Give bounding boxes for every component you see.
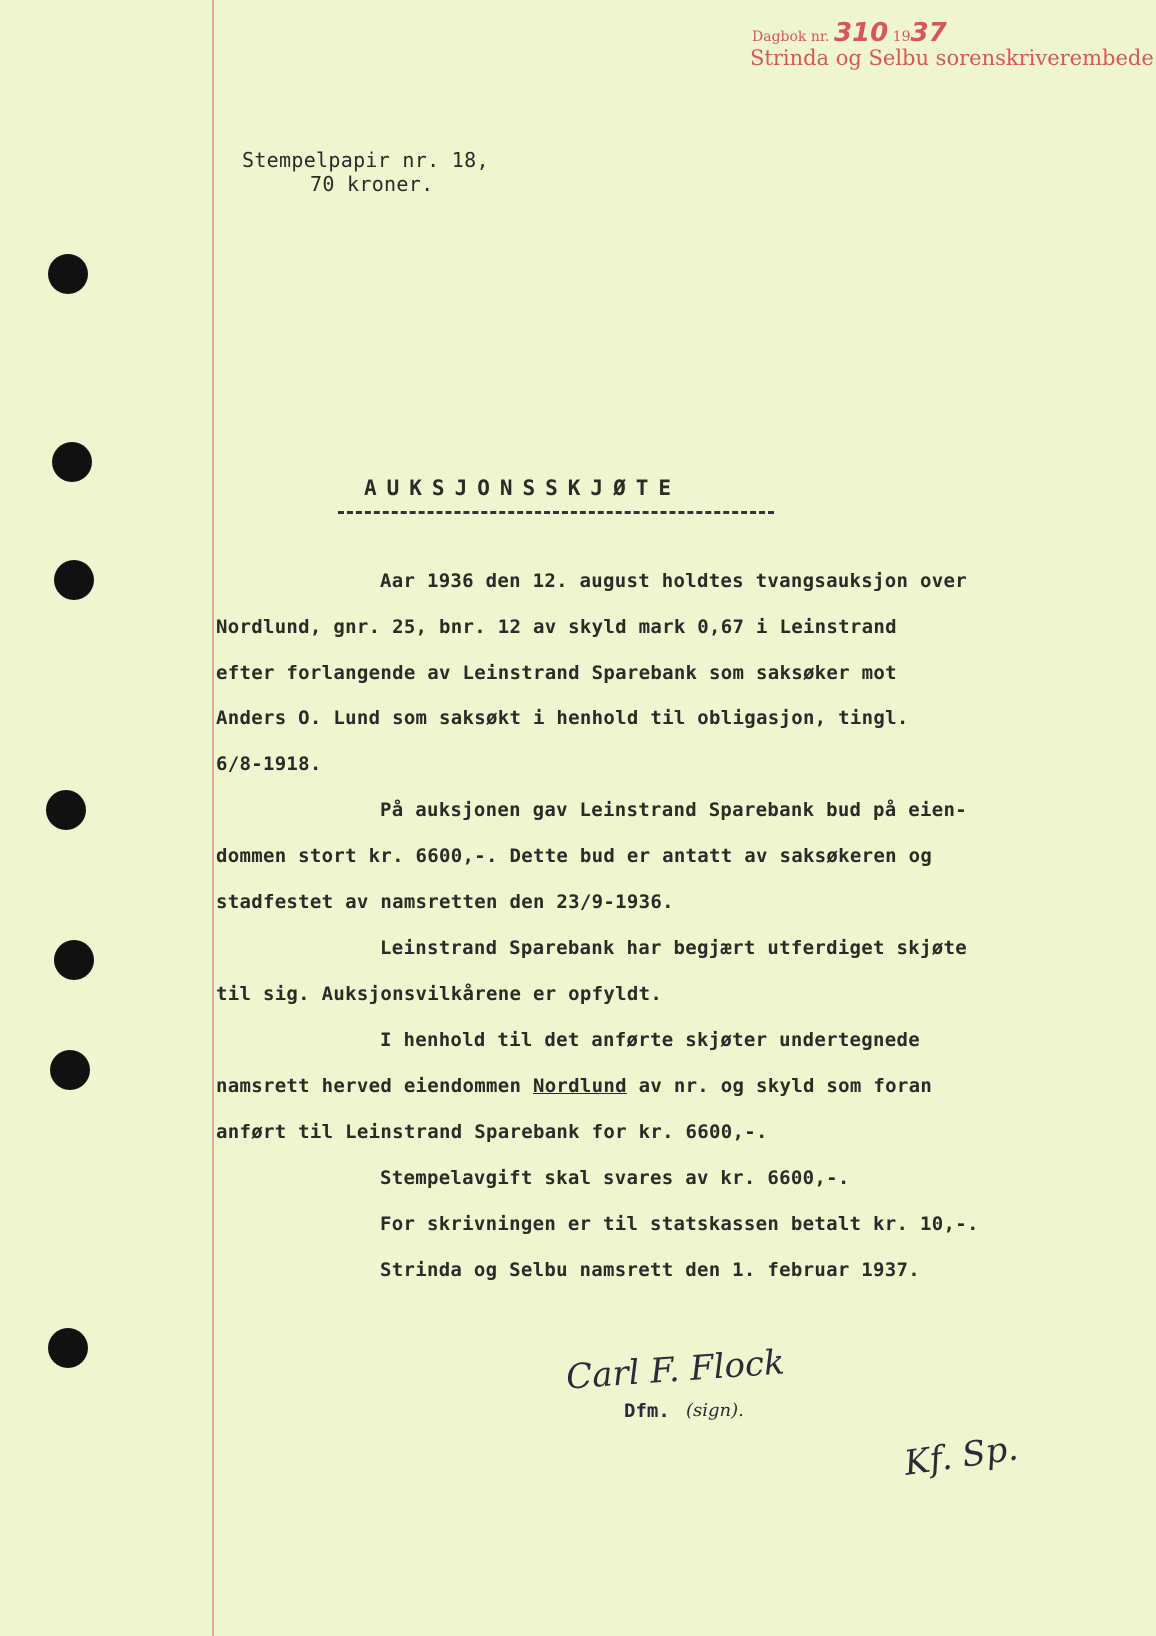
body-line: Nordlund, gnr. 25, bnr. 12 av skyld mark 0,67 i Leinstrand xyxy=(216,616,897,638)
punch-hole xyxy=(46,790,86,830)
document-title: AUKSJONSSKJØTE xyxy=(364,476,682,500)
stamp-paper-value: 70 kroner. xyxy=(310,172,434,196)
journal-number: 310 xyxy=(833,18,889,48)
stamp-fee-line: Stempelavgift skal svares av kr. 6600,-. xyxy=(380,1167,850,1189)
property-name: Nordlund xyxy=(532,1075,627,1097)
punch-hole xyxy=(50,1050,90,1090)
body-line: 6/8-1918. xyxy=(216,753,322,775)
signature-title: Dfm. xyxy=(624,1400,670,1422)
body-line: Leinstrand Sparebank har begjært utferdiget skjøte xyxy=(380,937,967,959)
body-line: I henhold til det anførte skjøter undertegnede xyxy=(380,1029,920,1051)
punch-hole xyxy=(54,560,94,600)
signature-note: (sign). xyxy=(686,1400,744,1421)
margin-line xyxy=(212,0,214,1636)
body-line: efter forlangende av Leinstrand Sparebank som saksøker mot xyxy=(216,662,897,684)
text-segment: av nr. og skyld som foran xyxy=(626,1075,933,1097)
body-line: Aar 1936 den 12. august holdtes tvangsauksjon over xyxy=(380,570,967,592)
text-segment: namsrett herved eiendommen xyxy=(216,1075,533,1097)
signature: Carl F. Flock xyxy=(564,1342,786,1398)
body-line: Anders O. Lund som saksøkt i henhold til obligasjon, tingl. xyxy=(216,707,909,729)
body-line: dommen stort kr. 6600,-. Dette bud er antatt av saksøkeren og xyxy=(216,845,933,867)
journal-stamp xyxy=(752,18,947,48)
body-line: anført til Leinstrand Sparebank for kr. 6600,-. xyxy=(216,1121,768,1143)
journal-year-prefix: 19 xyxy=(892,29,911,45)
body-line: På auksjonen gav Leinstrand Sparebank bud på eien- xyxy=(380,799,967,821)
punch-hole xyxy=(52,442,92,482)
stamp-paper-type: Stempelpapir nr. 18, xyxy=(242,148,489,172)
payment-line: For skrivningen er til statskassen betalt kr. 10,-. xyxy=(380,1213,979,1235)
handwritten-annotation: Kf. Sp. xyxy=(901,1428,1021,1484)
body-line xyxy=(216,1075,932,1097)
punch-hole xyxy=(48,254,88,294)
title-underline xyxy=(338,511,774,514)
journal-year-suffix: 37 xyxy=(910,18,947,48)
journal-label: Dagbok nr. xyxy=(752,29,830,45)
punch-hole xyxy=(54,940,94,980)
body-line: til sig. Auksjonsvilkårene er opfyldt. xyxy=(216,983,663,1005)
office-stamp: Strinda og Selbu sorenskriverembede xyxy=(750,46,1154,70)
place-date-line: Strinda og Selbu namsrett den 1. februar 1937. xyxy=(380,1259,920,1281)
body-line: stadfestet av namsretten den 23/9-1936. xyxy=(216,891,674,913)
punch-hole xyxy=(48,1328,88,1368)
